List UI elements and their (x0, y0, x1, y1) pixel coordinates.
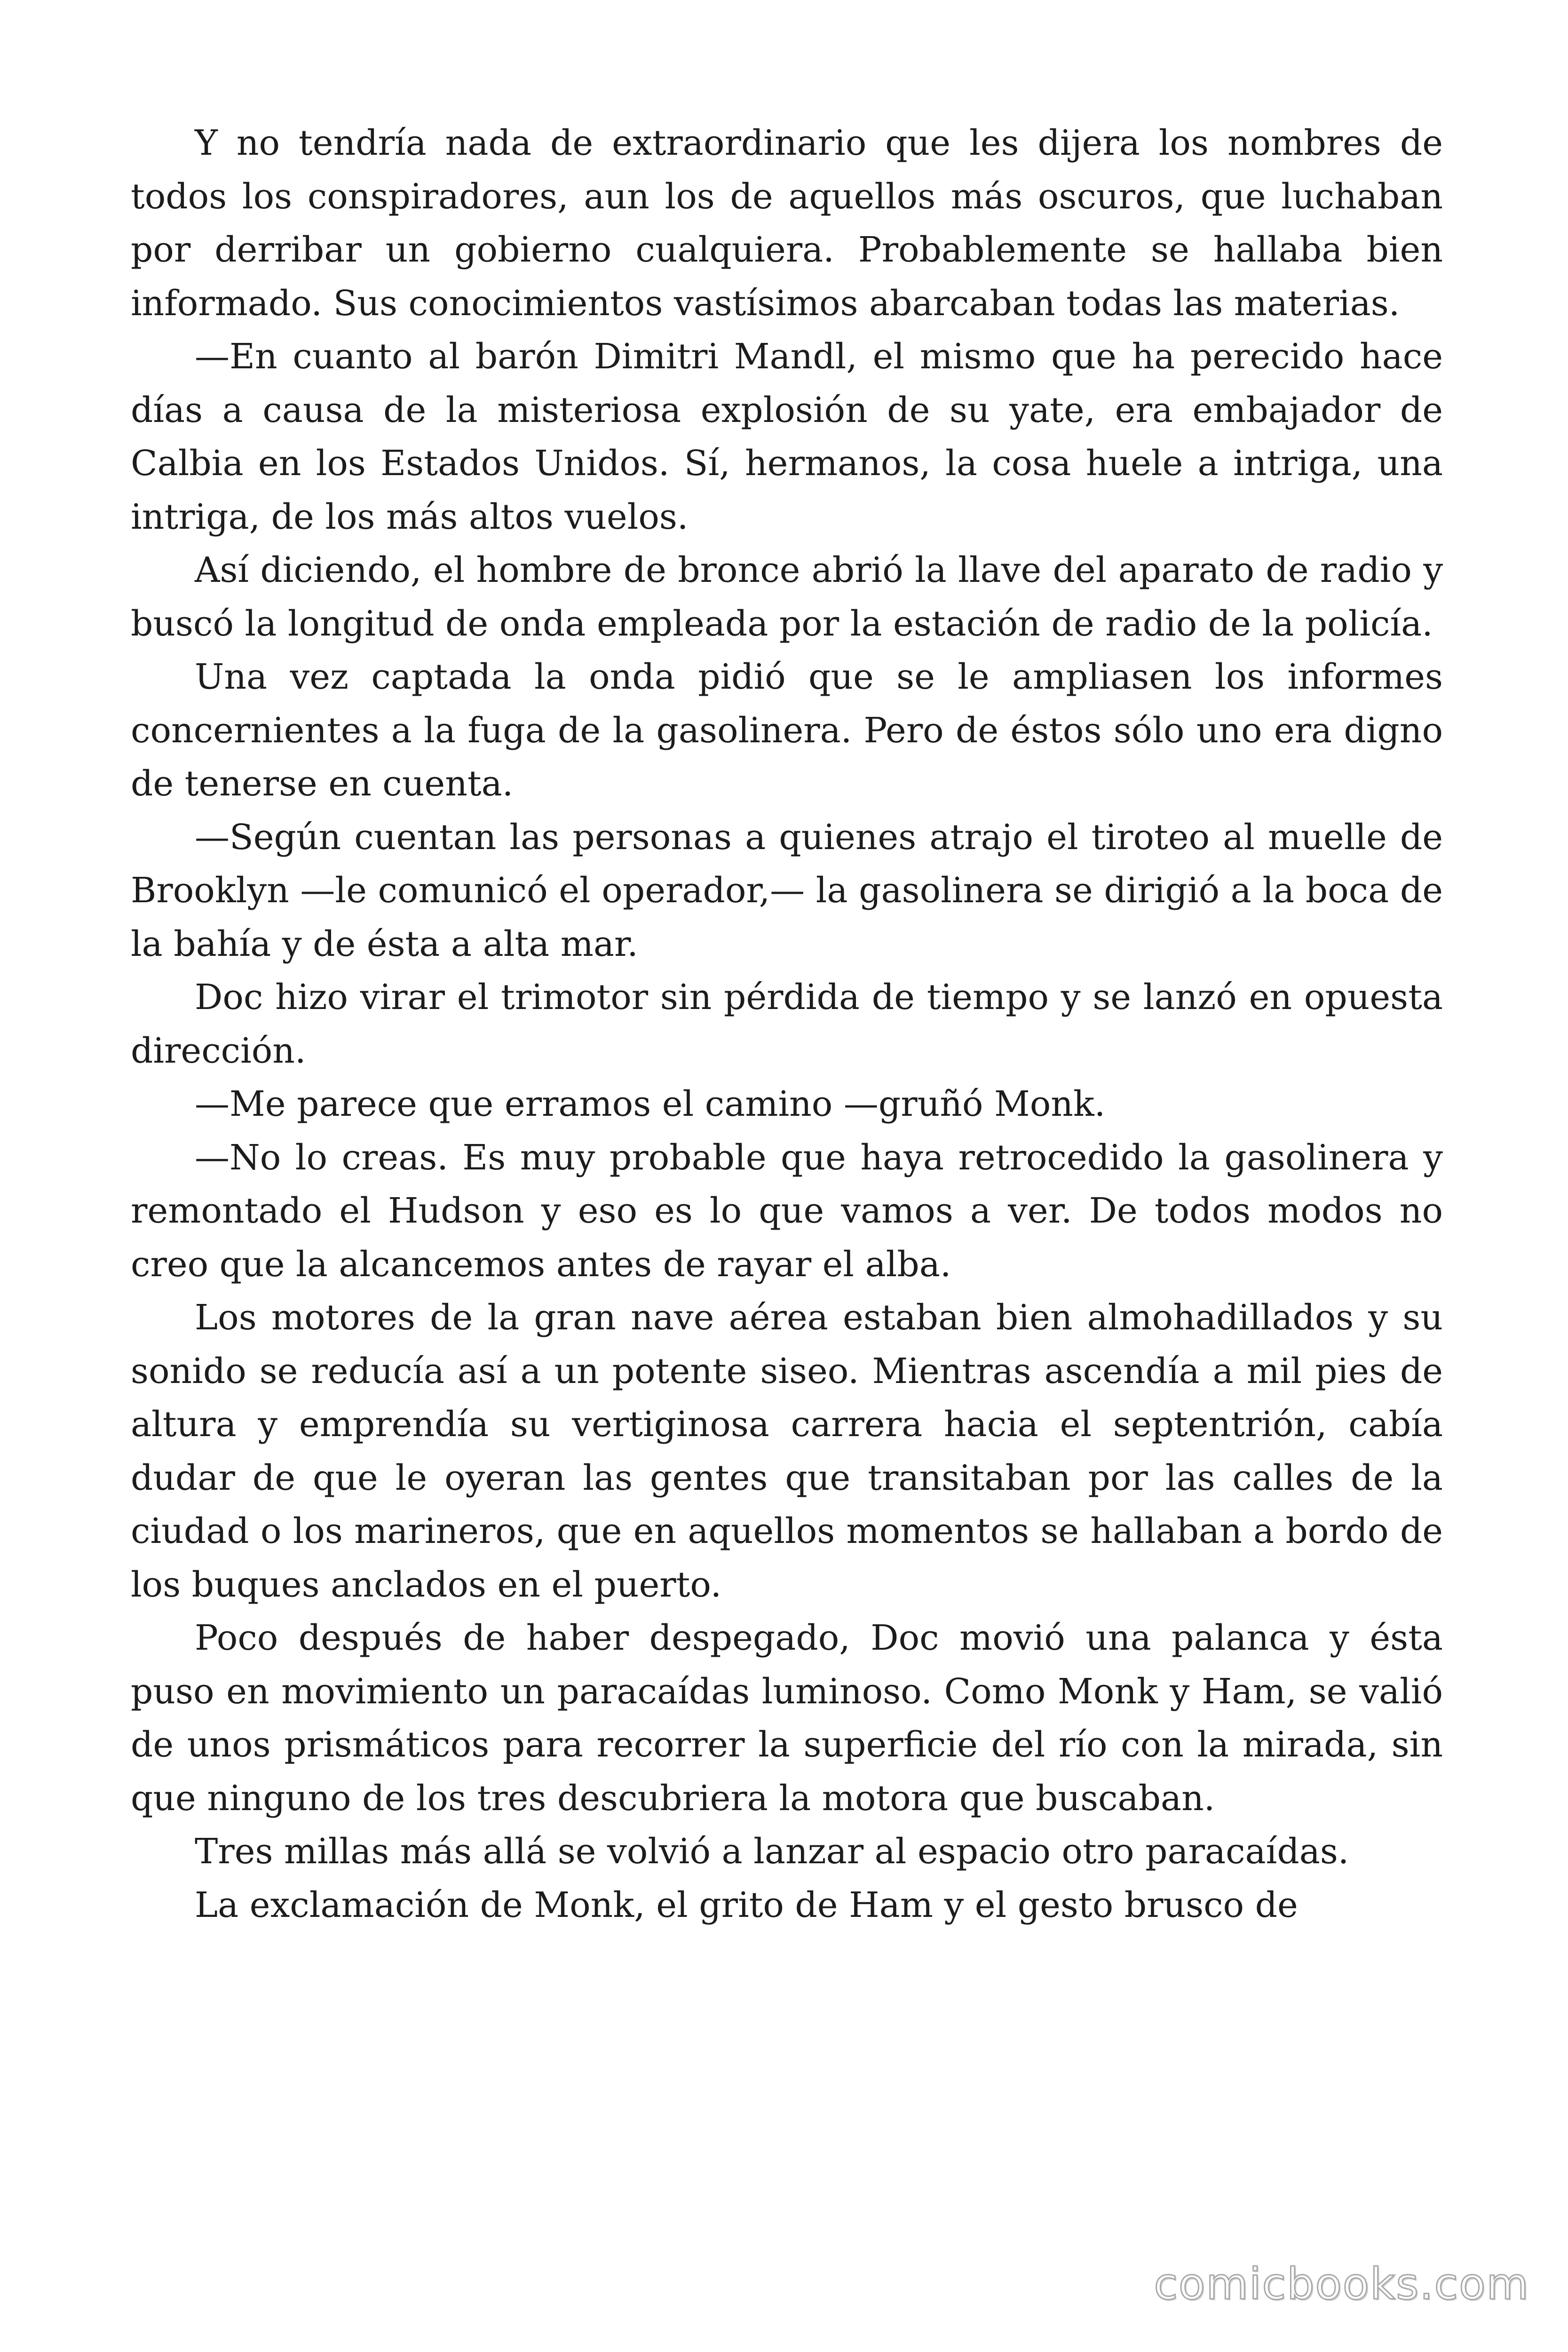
paragraph-9: Los motores de la gran nave aérea estaban bien almohadillados y su sonido se reducía así a un potente siseo. Mientras ascendía a mil pies de altura y emprendía su vertiginosa carrera hacia el septentrión, cabía dudar de que le oyeran las gentes que transitaban por las calles de la ciudad o los marineros, que en aquellos momentos se hallaban a bordo de los buques anclados en el puerto. (131, 1297, 1443, 1605)
paragraph-7: —Me parece que erramos el camino —gruñó Monk. (195, 1084, 1106, 1124)
body-text (131, 117, 1443, 1932)
paragraph-10: Poco después de haber despegado, Doc movió una palanca y ésta puso en movimiento un paracaídas luminoso. Como Monk y Ham, se valió de unos prismáticos para recorrer la superficie del río con la mirada, sin que ninguno de los tres descubriera la motora que buscaban. (131, 1618, 1443, 1819)
paragraph-5: —Según cuentan las personas a quienes atrajo el tiroteo al muelle de Brooklyn —le comunicó el operador,— la gasolinera se dirigió a la boca de la bahía y de ésta a alta mar. (131, 817, 1443, 964)
paragraph-11: Tres millas más allá se volvió a lanzar al espacio otro paracaídas. (195, 1831, 1349, 1872)
paragraph-12: La exclamación de Monk, el grito de Ham y el gesto brusco de (195, 1884, 1298, 1925)
paragraph-2: —En cuanto al barón Dimitri Mandl, el mismo que ha perecido hace días a causa de la misteriosa explosión de su yate, era embajador de Calbia en los Estados Unidos. Sí, hermanos, la cosa huele a intriga, una intriga, de los más altos vuelos. (131, 336, 1443, 537)
paragraph-6: Doc hizo virar el trimotor sin pérdida de tiempo y se lanzó en opuesta dirección. (131, 977, 1443, 1071)
site-watermark: comicbooks.com (1154, 2259, 1529, 2309)
paragraph-3: Así diciendo, el hombre de bronce abrió la llave del aparato de radio y buscó la longitud de onda empleada por la estación de radio de la policía. (131, 550, 1443, 644)
paragraph-4: Una vez captada la onda pidió que se le ampliasen los informes concernientes a la fuga de la gasolinera. Pero de éstos sólo uno era digno de tenerse en cuenta. (131, 657, 1443, 804)
paragraph-8: —No lo creas. Es muy probable que haya retrocedido la gasolinera y remontado el Hudson y eso es lo que vamos a ver. De todos modos no creo que la alcancemos antes de rayar el alba. (131, 1137, 1443, 1285)
paragraph-1: Y no tendría nada de extraordinario que les dijera los nombres de todos los conspiradores, aun los de aquellos más oscuros, que luchaban por derribar un gobierno cualquiera. Probablemente se hallaba bien informado. Sus conocimientos vastísimos abarcaban todas las materias. (131, 123, 1443, 324)
